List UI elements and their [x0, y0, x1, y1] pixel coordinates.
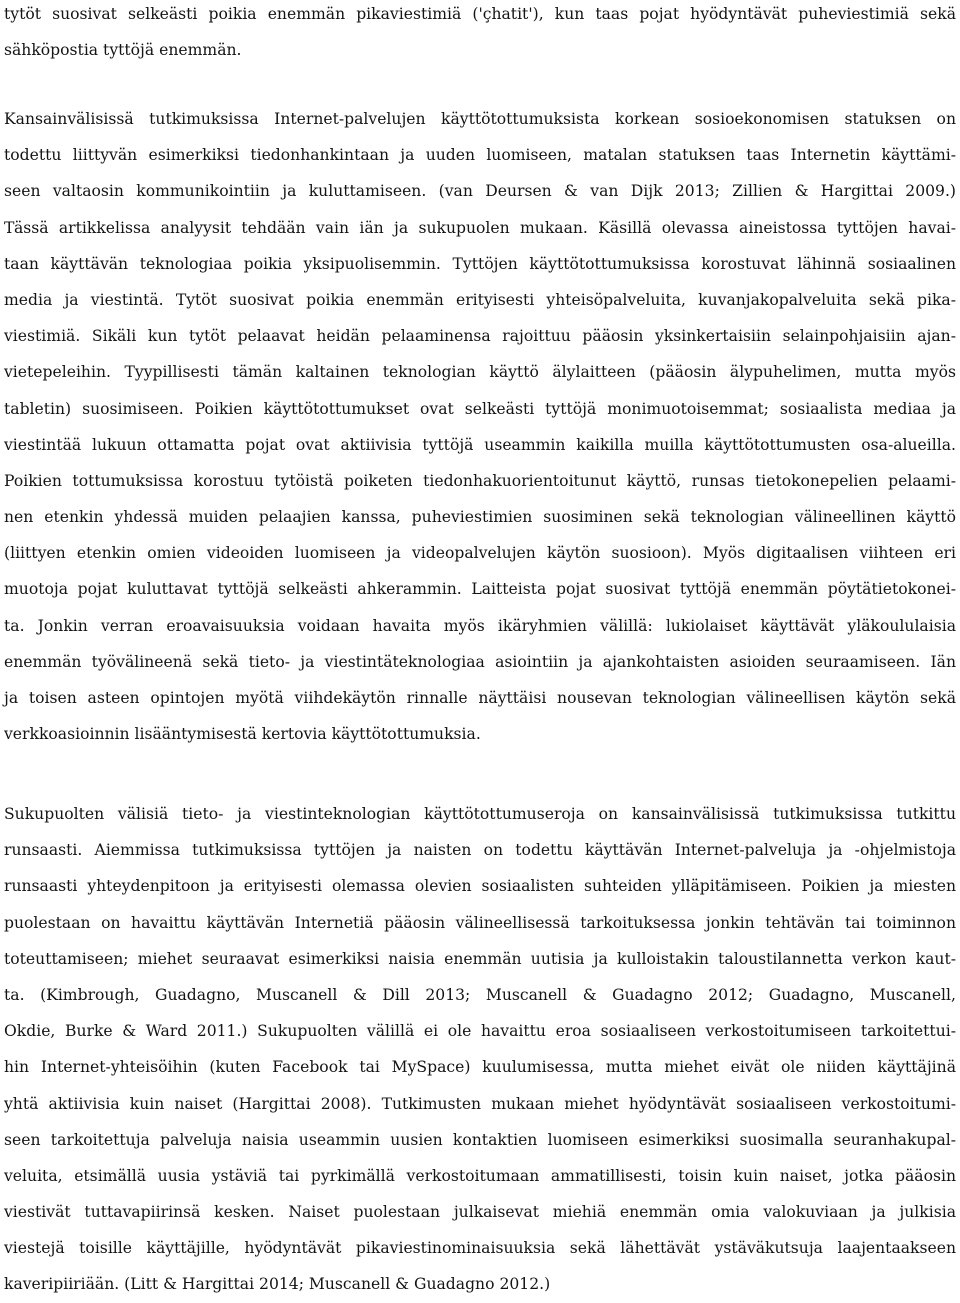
- text-line: ta. Jonkin verran eroavaisuuksia voidaan havaita myös ikäryhmien välillä: lukiolaiset käyttävät yläkoululaisia: [4, 616, 956, 635]
- paragraph-3: [4, 796, 956, 1303]
- text-line: viestejä toisille käyttäjille, hyödyntävät pikaviestinominaisuuksia sekä lähettävät ystäväkutsuja laajentaakseen: [4, 1239, 956, 1258]
- text-line: taan käyttävän teknologiaa poikia yksipuolisemmin. Tyttöjen käyttötottumuksissa korostuvat lähinnä sosiaalinen: [4, 254, 956, 273]
- text-line: toteuttamiseen; miehet seuraavat esimerkiksi naisia enemmän uutisia ja kulloistakin taloustilannetta verkon kaut-: [4, 949, 956, 968]
- text-line: ja toisen asteen opintojen myötä viihdekäytön rinnalle näyttäisi nousevan teknologian välineellisen käytön sekä: [4, 689, 956, 707]
- text-line: seen tarkoitettuja palveluja naisia useammin uusien kontaktien luomiseen esimerkiksi suosimalla seuranhakupal-: [4, 1130, 956, 1149]
- text-line: viestivät tuttavapiirinsä kesken. Naiset puolestaan julkaisevat miehiä enemmän omia valokuviaan ja julkisia: [4, 1203, 956, 1222]
- text-line: runsaasti yhteydenpitoon ja erityisesti olemassa olevien sosiaalisten suhteiden ylläpitämiseen. Poikien ja miesten: [4, 877, 956, 896]
- text-line: Tässä artikkelissa analyysit tehdään vain iän ja sukupuolen mukaan. Käsillä olevassa aineistossa tyttöjen havai-: [4, 218, 956, 237]
- text-line: ta. (Kimbrough, Guadagno, Muscanell & Dill 2013; Muscanell & Guadagno 2012; Guadagno, Muscanell,: [4, 985, 956, 1004]
- text-line: veluita, etsimällä uusia ystäviä tai pyrkimällä verkostoitumaan ammatillisesti, toisin kuin naiset, jotka pääosin: [4, 1166, 956, 1185]
- text-line: muotoja pojat kuluttavat tyttöjä selkeästi ahkerammin. Laitteista pojat suosivat tyttöjä enemmän pöytätietokonei-: [4, 580, 956, 599]
- text-line: yhtä aktiivisia kuin naiset (Hargittai 2008). Tutkimusten mukaan miehet hyödyntävät sosiaaliseen verkostoitumi-: [4, 1094, 956, 1113]
- text-line: todettu liittyvän esimerkiksi tiedonhankintaan ja uuden luomiseen, matalan statuksen taas Internetin käyttämi-: [4, 146, 956, 165]
- text-line: nen etenkin yhdessä muiden pelaajien kanssa, puheviestimien suosiminen sekä teknologian välineellinen käyttö: [4, 508, 956, 527]
- text-line: vietepeleihin. Tyypillisesti tämän kaltainen teknologian käyttö älylaitteen (pääosin älypuhelimen, mutta myös: [4, 363, 956, 382]
- text-line: puolestaan on havaittu käyttävän Internetiä pääosin välineellisessä tarkoituksessa jonkin tehtävän tai toiminnon: [4, 913, 956, 932]
- text-line: Kansainvälisissä tutkimuksissa Internet-palvelujen käyttötottumuksista korkean sosioekonomisen statuksen on: [4, 110, 956, 128]
- text-line: sähköpostia tyttöjä enemmän.: [4, 41, 242, 60]
- text-line: runsaasti. Aiemmissa tutkimuksissa tyttöjen ja naisten on todettu käyttävän Internet-palveluja ja -ohjelmistoja: [4, 841, 956, 860]
- text-line: seen valtaosin kommunikointiin ja kuluttamiseen. (van Deursen & van Dijk 2013; Zillien & Hargittai 2009.): [4, 182, 956, 201]
- text-line: tabletin) suosimiseen. Poikien käyttötottumukset ovat selkeästi tyttöjä monimuotoisemmat; sosiaalista mediaa ja: [4, 399, 956, 418]
- text-line: tytöt suosivat selkeästi poikia enemmän pikaviestimiä ('çhatit'), kun taas pojat hyödyntävät puheviestimiä sekä: [4, 5, 956, 23]
- text-line: (liittyen etenkin omien videoiden luomiseen ja videopalvelujen käytön suosioon). Myös digitaalisen viihteen eri: [4, 544, 956, 563]
- text-line: Poikien tottumuksissa korostuu tytöistä poiketen tiedonhakuorientoitunut käyttö, runsas tietokonepelien pelaami-: [4, 471, 956, 490]
- text-line: viestintää lukuun ottamatta pojat ovat aktiivisia tyttöjä useammin kaikilla muilla käyttötottumusten osa-alueilla.: [4, 435, 956, 454]
- text-line: hin Internet-yhteisöihin (kuten Facebook tai MySpace) kuulumisessa, mutta miehet eivät ole niiden käyttäjinä: [4, 1058, 956, 1077]
- text-line: verkkoasioinnin lisääntymisestä kertovia käyttötottumuksia.: [4, 725, 481, 744]
- text-line: kaveripiiriään. (Litt & Hargittai 2014; Muscanell & Guadagno 2012.): [4, 1275, 551, 1294]
- text-line: enemmän työvälineenä sekä tieto- ja viestintäteknologiaa asiointiin ja ajankohtaisten asioiden seuraamiseen. Iän: [4, 652, 956, 671]
- text-line: Sukupuolten välisiä tieto- ja viestinteknologian käyttötottumuseroja on kansainvälisissä tutkimuksissa tutkittu: [4, 805, 956, 823]
- text-line: viestimiä. Sikäli kun tytöt pelaavat heidän pelaaminensa rajoittuu pääosin yksinkertaisiin selainpohjaisiin ajan-: [4, 327, 956, 346]
- text-line: Okdie, Burke & Ward 2011.) Sukupuolten välillä ei ole havaittu eroa sosiaaliseen verkostoitumiseen tarkoitettui-: [4, 1022, 956, 1041]
- text-line: media ja viestintä. Tytöt suosivat poikia enemmän erityisesti yhteisöpalveluita, kuvanjakopalveluita sekä pika-: [4, 290, 956, 309]
- paragraph-2: [4, 101, 956, 752]
- paragraph-1: [4, 0, 956, 68]
